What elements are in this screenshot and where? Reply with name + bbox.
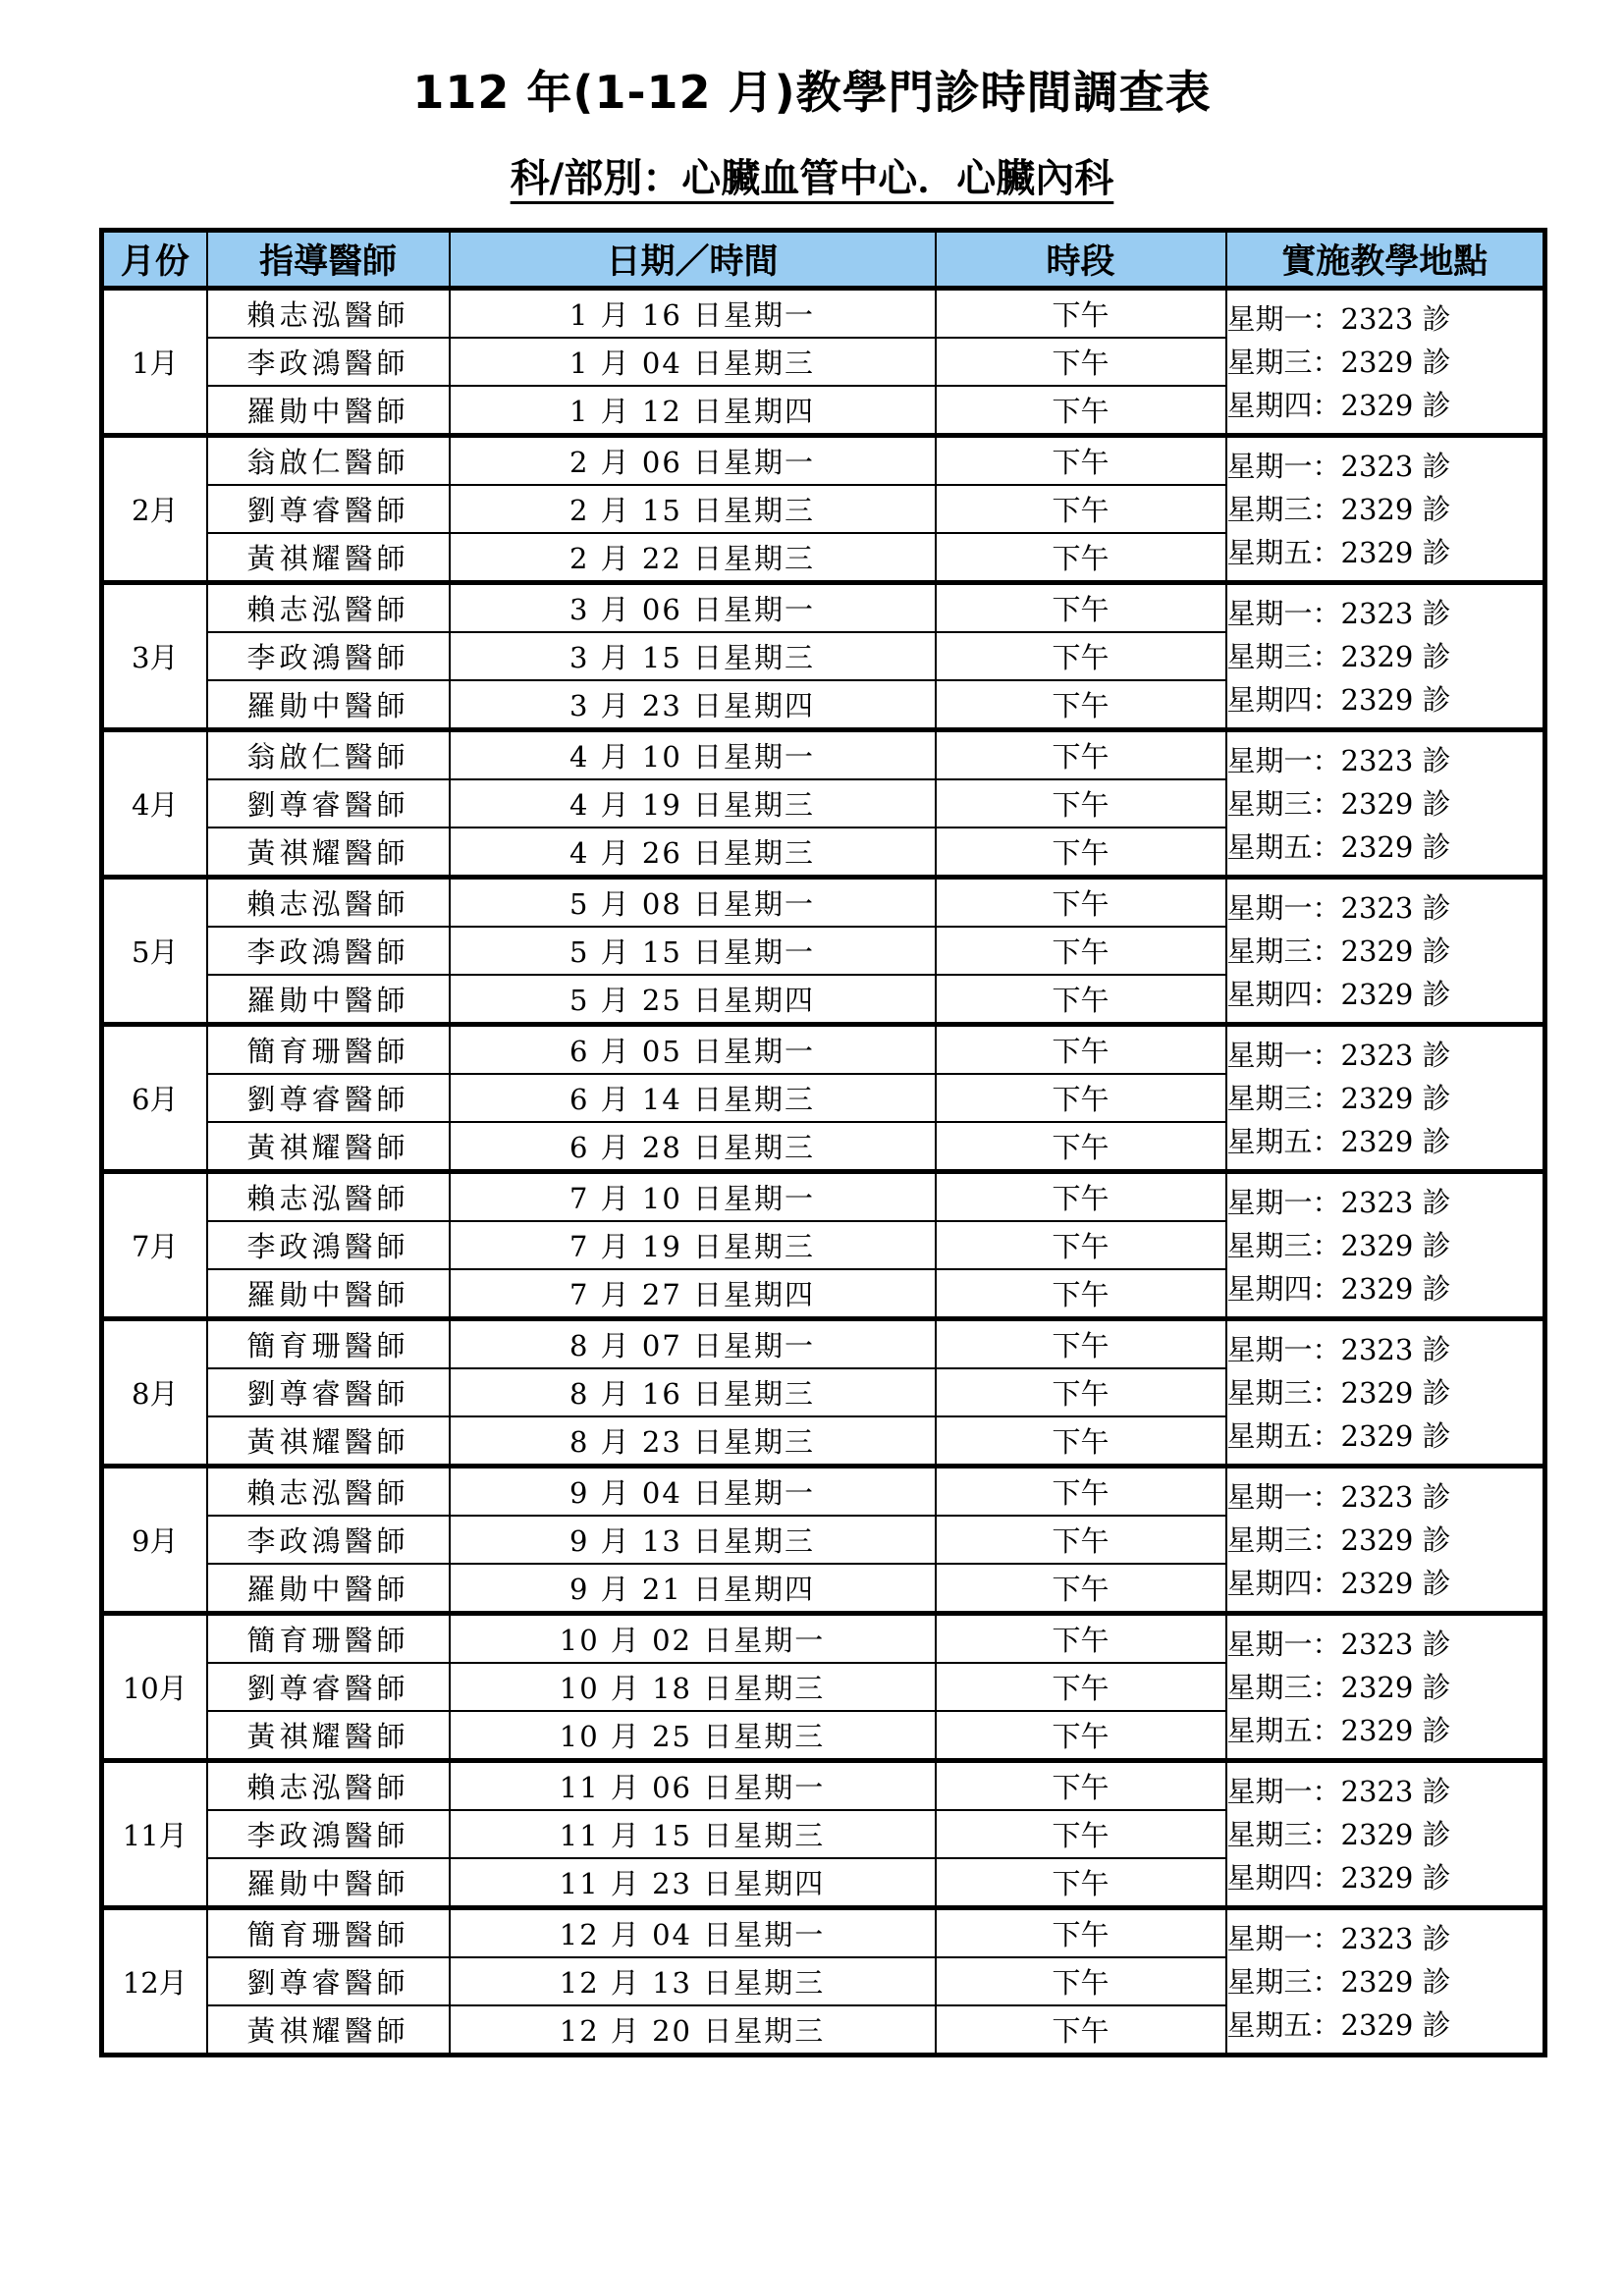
location-line: 星期三：2329 診 [1226,1964,1451,1999]
location-line: 星期三：2329 診 [1226,934,1451,968]
date-cell: 4 月 19 日星期三 [450,779,936,828]
date-cell: 8 月 16 日星期三 [450,1368,936,1416]
date-cell: 7 月 19 日星期三 [450,1221,936,1269]
period-cell: 下午 [936,975,1226,1025]
period-cell: 下午 [936,1172,1226,1222]
month-cell: 7月 [102,1172,207,1319]
period-cell: 下午 [936,1957,1226,2005]
period-cell: 下午 [936,1416,1226,1467]
location-line: 星期三：2329 診 [1226,1081,1451,1115]
location-line: 星期四：2329 診 [1226,682,1451,717]
location-line: 星期一：2323 診 [1226,1038,1451,1072]
date-cell: 7 月 27 日星期四 [450,1269,936,1319]
table-row [102,878,1545,928]
period-cell: 下午 [936,680,1226,730]
location-cell [1226,1761,1545,1908]
location-line: 星期一：2323 診 [1226,596,1451,630]
month-cell: 5月 [102,878,207,1025]
header-period: 時段 [936,231,1226,289]
location-line: 星期三：2329 診 [1226,492,1451,526]
doctor-cell: 翁啟仁醫師 [207,436,450,486]
department-subtitle [0,147,1624,203]
period-cell: 下午 [936,828,1226,878]
header-doctor: 指導醫師 [207,231,450,289]
period-cell: 下午 [936,1221,1226,1269]
table-row [102,1467,1545,1517]
date-cell: 11 月 06 日星期一 [450,1761,936,1811]
month-cell: 9月 [102,1467,207,1614]
location-cell [1226,436,1545,583]
doctor-cell: 劉尊睿醫師 [207,1663,450,1711]
period-cell: 下午 [936,1269,1226,1319]
location-line: 星期五：2329 診 [1226,1124,1451,1158]
location-line: 星期一：2323 診 [1226,1774,1451,1808]
table-row [102,1172,1545,1222]
location-line: 星期五：2329 診 [1226,2007,1451,2042]
period-cell: 下午 [936,2005,1226,2056]
doctor-cell: 黃祺耀醫師 [207,828,450,878]
doctor-cell: 李政鴻醫師 [207,1516,450,1564]
doctor-cell: 羅勛中醫師 [207,975,450,1025]
period-cell: 下午 [936,1761,1226,1811]
location-cell [1226,1172,1545,1319]
period-cell: 下午 [936,1663,1226,1711]
date-cell: 6 月 28 日星期三 [450,1122,936,1172]
doctor-cell: 劉尊睿醫師 [207,1368,450,1416]
date-cell: 8 月 07 日星期一 [450,1319,936,1369]
date-cell: 5 月 25 日星期四 [450,975,936,1025]
doctor-cell: 黃祺耀醫師 [207,1122,450,1172]
date-cell: 11 月 15 日星期三 [450,1810,936,1858]
doctor-cell: 羅勛中醫師 [207,1564,450,1614]
date-cell: 9 月 21 日星期四 [450,1564,936,1614]
doctor-cell: 簡育珊醫師 [207,1614,450,1664]
doctor-cell: 羅勛中醫師 [207,680,450,730]
doctor-cell: 簡育珊醫師 [207,1319,450,1369]
period-cell: 下午 [936,583,1226,633]
location-line: 星期四：2329 診 [1226,1566,1451,1600]
table-row [102,1025,1545,1075]
doctor-cell: 劉尊睿醫師 [207,1074,450,1122]
date-cell: 9 月 04 日星期一 [450,1467,936,1517]
date-cell: 5 月 08 日星期一 [450,878,936,928]
location-line: 星期五：2329 診 [1226,1713,1451,1747]
date-cell: 12 月 04 日星期一 [450,1908,936,1958]
location-line: 星期一：2323 診 [1226,301,1451,336]
date-cell: 3 月 15 日星期三 [450,632,936,680]
location-line: 星期四：2329 診 [1226,388,1451,422]
period-cell: 下午 [936,927,1226,975]
doctor-cell: 黃祺耀醫師 [207,1711,450,1761]
date-cell: 6 月 14 日星期三 [450,1074,936,1122]
location-line: 星期三：2329 診 [1226,786,1451,821]
doctor-cell: 羅勛中醫師 [207,1269,450,1319]
location-line: 星期三：2329 診 [1226,1522,1451,1557]
doctor-cell: 翁啟仁醫師 [207,730,450,780]
doctor-cell: 羅勛中醫師 [207,1858,450,1908]
month-cell: 3月 [102,583,207,730]
location-line: 星期一：2323 診 [1226,743,1451,777]
period-cell: 下午 [936,1516,1226,1564]
location-line: 星期一：2323 診 [1226,449,1451,483]
location-cell [1226,878,1545,1025]
date-cell: 5 月 15 日星期一 [450,927,936,975]
doctor-cell: 簡育珊醫師 [207,1025,450,1075]
location-cell [1226,1908,1545,2056]
location-line: 星期一：2323 診 [1226,1479,1451,1514]
location-cell [1226,583,1545,730]
period-cell: 下午 [936,1810,1226,1858]
period-cell: 下午 [936,1858,1226,1908]
date-cell: 10 月 18 日星期三 [450,1663,936,1711]
table-row [102,1614,1545,1664]
teaching-clinic-schedule-table [99,228,1547,2057]
period-cell: 下午 [936,730,1226,780]
month-cell: 8月 [102,1319,207,1467]
doctor-cell: 李政鴻醫師 [207,927,450,975]
doctor-cell: 李政鴻醫師 [207,1810,450,1858]
period-cell: 下午 [936,632,1226,680]
period-cell: 下午 [936,533,1226,583]
table-row [102,289,1545,339]
date-cell: 10 月 25 日星期三 [450,1711,936,1761]
month-cell: 2月 [102,436,207,583]
period-cell: 下午 [936,1319,1226,1369]
date-cell: 3 月 23 日星期四 [450,680,936,730]
header-location: 實施教學地點 [1226,231,1545,289]
month-cell: 4月 [102,730,207,878]
doctor-cell: 賴志泓醫師 [207,1172,450,1222]
location-cell [1226,1025,1545,1172]
period-cell: 下午 [936,1368,1226,1416]
date-cell: 10 月 02 日星期一 [450,1614,936,1664]
period-cell: 下午 [936,1074,1226,1122]
location-line: 星期一：2323 診 [1226,890,1451,925]
date-cell: 1 月 12 日星期四 [450,386,936,436]
location-line: 星期一：2323 診 [1226,1921,1451,1955]
doctor-cell: 賴志泓醫師 [207,289,450,339]
doctor-cell: 黃祺耀醫師 [207,1416,450,1467]
period-cell: 下午 [936,289,1226,339]
date-cell: 12 月 20 日星期三 [450,2005,936,2056]
page-title: 112 年(1-12 月)教學門診時間調查表 [412,66,1212,119]
date-cell: 1 月 16 日星期一 [450,289,936,339]
location-line: 星期三：2329 診 [1226,1670,1451,1704]
date-cell: 1 月 04 日星期三 [450,338,936,386]
month-cell: 6月 [102,1025,207,1172]
date-cell: 2 月 06 日星期一 [450,436,936,486]
date-cell: 8 月 23 日星期三 [450,1416,936,1467]
location-line: 星期五：2329 診 [1226,535,1451,569]
period-cell: 下午 [936,1122,1226,1172]
table-row [102,436,1545,486]
doctor-cell: 賴志泓醫師 [207,1467,450,1517]
date-cell: 9 月 13 日星期三 [450,1516,936,1564]
period-cell: 下午 [936,1025,1226,1075]
doctor-cell: 賴志泓醫師 [207,1761,450,1811]
table-header-row [102,231,1545,289]
location-line: 星期一：2323 診 [1226,1185,1451,1219]
location-line: 星期四：2329 診 [1226,1271,1451,1306]
period-cell: 下午 [936,338,1226,386]
period-cell: 下午 [936,485,1226,533]
location-line: 星期一：2323 診 [1226,1332,1451,1366]
table-row [102,1761,1545,1811]
period-cell: 下午 [936,386,1226,436]
date-cell: 7 月 10 日星期一 [450,1172,936,1222]
period-cell: 下午 [936,1908,1226,1958]
location-cell [1226,289,1545,436]
date-cell: 2 月 15 日星期三 [450,485,936,533]
location-line: 星期四：2329 診 [1226,977,1451,1011]
table-row [102,1908,1545,1958]
location-line: 星期三：2329 診 [1226,345,1451,379]
schedule-body [102,289,1545,2056]
month-cell: 12月 [102,1908,207,2056]
doctor-cell: 劉尊睿醫師 [207,1957,450,2005]
location-cell [1226,1614,1545,1761]
location-line: 星期三：2329 診 [1226,1228,1451,1262]
location-line: 星期三：2329 診 [1226,639,1451,673]
location-cell [1226,1467,1545,1614]
date-cell: 12 月 13 日星期三 [450,1957,936,2005]
period-cell: 下午 [936,878,1226,928]
date-cell: 2 月 22 日星期三 [450,533,936,583]
doctor-cell: 簡育珊醫師 [207,1908,450,1958]
doctor-cell: 黃祺耀醫師 [207,533,450,583]
date-cell: 4 月 10 日星期一 [450,730,936,780]
location-line: 星期五：2329 診 [1226,1418,1451,1453]
period-cell: 下午 [936,1614,1226,1664]
location-cell [1226,730,1545,878]
location-line: 星期三：2329 診 [1226,1375,1451,1410]
doctor-cell: 賴志泓醫師 [207,878,450,928]
doctor-cell: 羅勛中醫師 [207,386,450,436]
date-cell: 11 月 23 日星期四 [450,1858,936,1908]
period-cell: 下午 [936,1564,1226,1614]
period-cell: 下午 [936,779,1226,828]
header-month: 月份 [102,231,207,289]
doctor-cell: 李政鴻醫師 [207,632,450,680]
month-cell: 11月 [102,1761,207,1908]
date-cell: 3 月 06 日星期一 [450,583,936,633]
doctor-cell: 劉尊睿醫師 [207,779,450,828]
period-cell: 下午 [936,1711,1226,1761]
table-row [102,583,1545,633]
location-line: 星期一：2323 診 [1226,1627,1451,1661]
doctor-cell: 李政鴻醫師 [207,338,450,386]
location-line: 星期三：2329 診 [1226,1817,1451,1851]
period-cell: 下午 [936,436,1226,486]
location-line: 星期五：2329 診 [1226,829,1451,864]
table-row [102,730,1545,780]
date-cell: 4 月 26 日星期三 [450,828,936,878]
header-datetime: 日期／時間 [450,231,936,289]
location-line: 星期四：2329 診 [1226,1860,1451,1895]
doctor-cell: 賴志泓醫師 [207,583,450,633]
date-cell: 6 月 05 日星期一 [450,1025,936,1075]
month-cell: 1月 [102,289,207,436]
doctor-cell: 劉尊睿醫師 [207,485,450,533]
doctor-cell: 黃祺耀醫師 [207,2005,450,2056]
month-cell: 10月 [102,1614,207,1761]
period-cell: 下午 [936,1467,1226,1517]
doctor-cell: 李政鴻醫師 [207,1221,450,1269]
table-row [102,1319,1545,1369]
location-cell [1226,1319,1545,1467]
department-label: 科/部別：心臟血管中心．心臟內科 [510,156,1114,201]
